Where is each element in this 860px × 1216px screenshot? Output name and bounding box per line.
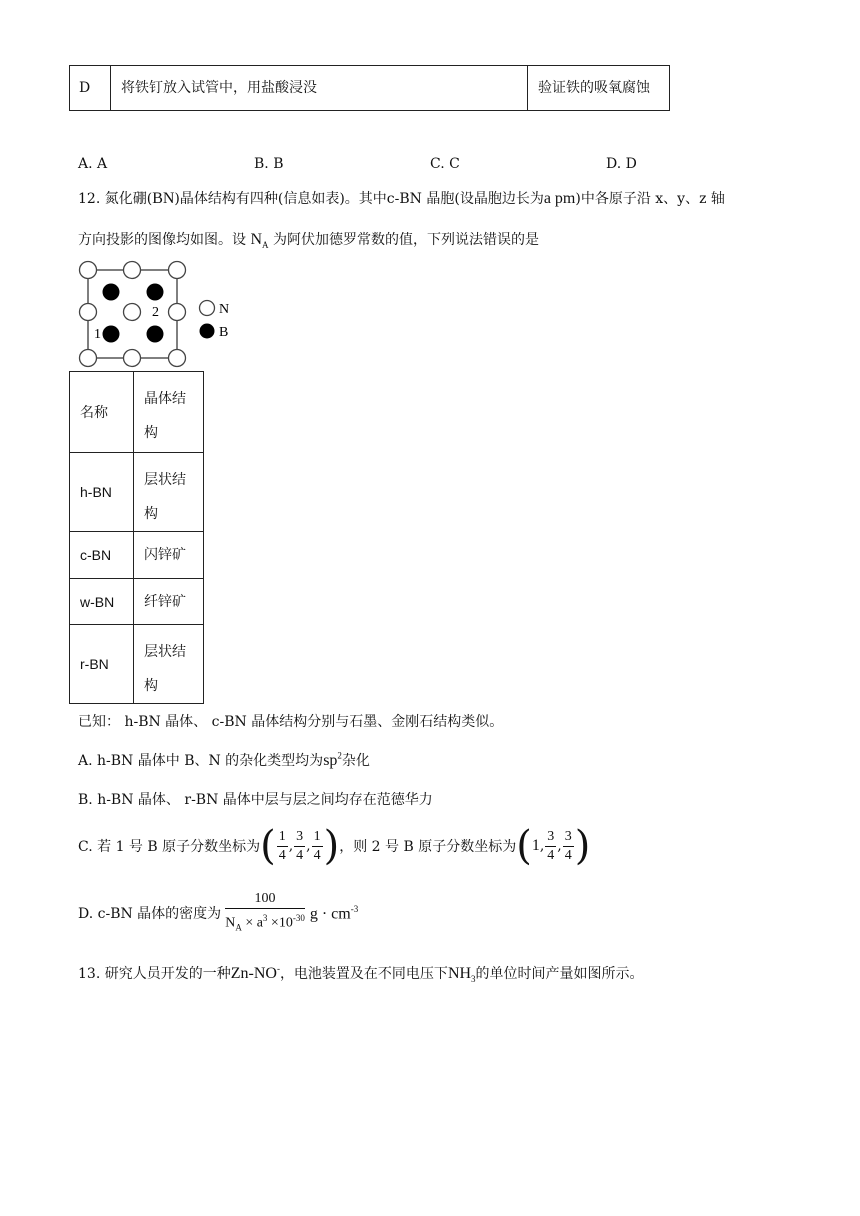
unit-text: g · cm — [309, 904, 351, 922]
q12-stem-text-a: 12. 氮化硼( — [78, 191, 153, 207]
fraction — [312, 828, 323, 865]
density-fraction — [225, 890, 305, 936]
left-paren: ( — [260, 823, 276, 869]
row-structure: 层状结构 — [144, 644, 186, 694]
cell-edge-length: a pm — [543, 190, 576, 207]
numerator: 1 — [312, 828, 323, 847]
atom-label-1: 1 — [94, 327, 101, 342]
denominator: 4 — [547, 847, 555, 863]
crystal-projection-diagram — [76, 258, 246, 370]
right-paren: ) — [323, 823, 340, 869]
numerator: 1 — [277, 828, 288, 847]
atom-label-2: 2 — [152, 305, 159, 320]
n-atom — [124, 350, 141, 367]
b-atom — [103, 284, 120, 301]
table-row — [70, 532, 203, 579]
row-operation-cell: 将铁钉放入试管中，用盐酸浸没 — [111, 66, 528, 110]
q12-option-d — [78, 890, 358, 936]
n-atom — [80, 304, 97, 321]
den-text: ×10 — [267, 915, 293, 931]
power-exponent: -30 — [292, 913, 305, 923]
q12-stem-text-e: 为阿伏加德罗常数的值，下列说法错误的是 — [272, 232, 539, 248]
left-paren: ( — [516, 823, 532, 869]
fraction — [545, 828, 556, 865]
density-unit — [310, 904, 358, 923]
denominator: 4 — [313, 847, 321, 863]
n-atom — [169, 262, 186, 279]
bn-formula: BN — [152, 190, 175, 207]
n-atom — [80, 350, 97, 367]
numerator: 3 — [294, 828, 305, 847]
density-numerator: 100 — [225, 890, 305, 909]
sp-superscript: 2 — [337, 750, 342, 761]
row-structure: 闪锌矿 — [144, 547, 186, 563]
b-atom — [147, 326, 164, 343]
coordinate-value: 1 — [531, 837, 540, 854]
option-c-text-b: ，则 2 号 B 原子分数坐标为 — [339, 839, 517, 855]
n-atom — [124, 262, 141, 279]
denominator: 4 — [296, 847, 304, 863]
option-a-tail: 杂化 — [341, 753, 370, 769]
q11-option-a: A. A — [78, 156, 108, 172]
header-structure: 晶体结构 — [144, 391, 186, 441]
denominator: 4 — [278, 847, 286, 863]
na-subscript: A — [262, 240, 269, 251]
fraction — [294, 828, 305, 865]
right-paren: ) — [574, 823, 591, 869]
n-atom — [124, 304, 141, 321]
legend-b-label: B — [219, 325, 229, 340]
zn-no-formula — [231, 965, 280, 982]
sp-letters: sp — [323, 752, 338, 769]
q11-option-b: B. B — [254, 156, 284, 172]
q12-stem-line2 — [78, 229, 539, 250]
q12-stem-text-d: 方向投影的图像均如图。设 — [78, 232, 246, 248]
q11-option-c: C. C — [430, 156, 460, 172]
row-purpose-cell: 验证铁的吸氧腐蚀 — [538, 80, 650, 96]
avogadro-symbol — [250, 231, 269, 251]
table-row — [70, 625, 203, 703]
na-letter: N — [250, 231, 263, 248]
na-letter: N — [225, 915, 236, 931]
bn-structure-table — [69, 371, 204, 704]
known-statement: 已知： h-BN 晶体、 c-BN 晶体结构分别与石墨、金刚石结构类似。 — [78, 714, 504, 730]
zn-no-text: Zn-NO — [230, 965, 277, 982]
zn-no-superscript: - — [276, 963, 280, 974]
na-subscript: A — [235, 922, 242, 933]
cube-exponent: 3 — [262, 913, 268, 923]
unit-exponent: -3 — [350, 903, 359, 914]
q12-stem-text-c: )中各原子沿 x、y、z 轴 — [575, 191, 725, 207]
numerator: 3 — [545, 828, 556, 847]
row-structure: 层状结构 — [144, 472, 186, 522]
experiment-table-row-d — [69, 65, 670, 111]
table-header-row — [70, 372, 203, 453]
density-denominator — [225, 909, 305, 936]
q11-option-d: D. D — [606, 156, 637, 172]
q13-text-b: ，电池装置及在不同电压下 — [279, 966, 448, 982]
nh3-formula — [447, 965, 476, 985]
option-c-text-a: C. 若 1 号 B 原子分数坐标为 — [78, 839, 261, 855]
q12-stem-text-b: )晶体结构有四种(信息如表)。其中c-BN 晶胞(设晶胞边长为 — [174, 191, 544, 207]
sp2-symbol — [323, 752, 342, 769]
fraction — [277, 828, 288, 865]
legend-b-symbol — [200, 324, 215, 339]
n-atom — [80, 262, 97, 279]
q12-option-a — [78, 750, 370, 770]
row-name: r-BN — [70, 625, 134, 703]
q13-stem — [78, 963, 644, 984]
row-name: c-BN — [70, 532, 134, 578]
row-structure: 纤锌矿 — [144, 594, 186, 610]
option-d-text: D. c-BN 晶体的密度为 — [78, 906, 222, 923]
row-option-cell: D — [70, 66, 111, 110]
b-atom-1 — [103, 326, 120, 343]
numerator: 3 — [563, 828, 574, 847]
den-text: × a — [241, 915, 263, 931]
q13-text-c: 的单位时间产量如图所示。 — [475, 966, 644, 982]
n-atom — [169, 304, 186, 321]
table-row — [70, 453, 203, 532]
nh-text: NH — [447, 965, 472, 982]
fraction — [563, 828, 574, 865]
q12-option-c: C. 若 1 号 B 原子分数坐标为 ( $\frac{1}{4}$ , $\frac{3}{4}$ , $\frac{1}{4}$ ) ，则 2 号 B 原子分数坐标为 ( 1 , $\frac{3}{4}$ , $\frac{3}{4}$ ) — [78, 823, 591, 869]
header-name: 名称 — [70, 372, 134, 452]
q12-stem-line1 — [78, 188, 725, 208]
denominator: 4 — [564, 847, 572, 863]
row-name: h-BN — [70, 453, 134, 531]
legend-n-label: N — [219, 302, 230, 317]
q13-text-a: 13. 研究人员开发的一种 — [78, 966, 231, 982]
legend-n-symbol — [200, 301, 215, 316]
option-a-text: A. h-BN 晶体中 B、N 的杂化类型均为 — [78, 753, 324, 769]
table-row — [70, 579, 203, 625]
row-name: w-BN — [70, 579, 134, 624]
n-atom — [169, 350, 186, 367]
b-atom — [147, 284, 164, 301]
q12-option-b: B. h-BN 晶体、 r-BN 晶体中层与层之间均存在范德华力 — [78, 792, 433, 808]
nh-subscript: 3 — [471, 974, 476, 985]
